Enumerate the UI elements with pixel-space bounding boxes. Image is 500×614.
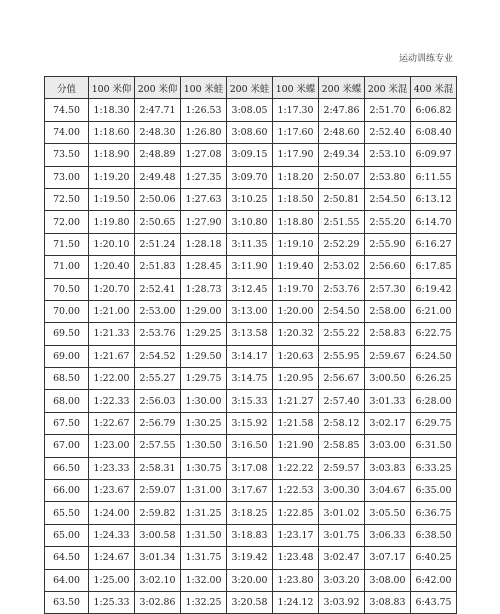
time-cell: 2:47.86: [319, 99, 365, 121]
time-cell: 1:25.33: [89, 591, 135, 613]
time-cell: 1:20.40: [89, 256, 135, 278]
time-cell: 2:50.65: [135, 211, 181, 233]
time-cell: 2:56.79: [135, 412, 181, 434]
time-cell: 3:02.86: [135, 591, 181, 613]
score-cell: 73.50: [45, 144, 89, 166]
time-cell: 1:18.50: [273, 188, 319, 210]
time-cell: 1:23.17: [273, 524, 319, 546]
time-cell: 3:02.47: [319, 547, 365, 569]
time-cell: 1:28.45: [181, 256, 227, 278]
time-cell: 6:11.55: [411, 166, 457, 188]
score-cell: 71.00: [45, 256, 89, 278]
time-cell: 2:50.06: [135, 188, 181, 210]
time-cell: 2:53.00: [135, 300, 181, 322]
time-cell: 1:28.73: [181, 278, 227, 300]
time-cell: 6:19.42: [411, 278, 457, 300]
time-cell: 3:03.00: [365, 435, 411, 457]
score-cell: 67.00: [45, 435, 89, 457]
time-cell: 1:30.25: [181, 412, 227, 434]
time-cell: 3:03.92: [319, 591, 365, 613]
time-cell: 3:13.00: [227, 300, 273, 322]
time-cell: 3:03.83: [365, 457, 411, 479]
time-cell: 3:08.00: [365, 569, 411, 591]
time-cell: 2:51.83: [135, 256, 181, 278]
time-cell: 2:54.50: [365, 188, 411, 210]
time-cell: 6:21.00: [411, 300, 457, 322]
time-cell: 2:48.30: [135, 121, 181, 143]
time-cell: 3:17.08: [227, 457, 273, 479]
time-cell: 3:17.67: [227, 480, 273, 502]
score-cell: 74.50: [45, 99, 89, 121]
time-cell: 3:00.30: [319, 480, 365, 502]
time-cell: 1:25.00: [89, 569, 135, 591]
time-cell: 2:50.81: [319, 188, 365, 210]
score-cell: 71.50: [45, 233, 89, 255]
time-cell: 3:14.75: [227, 368, 273, 390]
table-row: [45, 457, 457, 479]
time-cell: 1:17.90: [273, 144, 319, 166]
time-cell: 1:22.22: [273, 457, 319, 479]
time-cell: 1:21.67: [89, 345, 135, 367]
time-cell: 3:20.00: [227, 569, 273, 591]
time-cell: 1:22.67: [89, 412, 135, 434]
table-row: [45, 300, 457, 322]
score-cell: 70.50: [45, 278, 89, 300]
score-cell: 72.50: [45, 188, 89, 210]
time-cell: 1:19.20: [89, 166, 135, 188]
time-cell: 1:30.50: [181, 435, 227, 457]
time-cell: 2:58.00: [365, 300, 411, 322]
time-cell: 1:19.50: [89, 188, 135, 210]
time-cell: 1:22.00: [89, 368, 135, 390]
time-cell: 1:19.80: [89, 211, 135, 233]
table-row: [45, 166, 457, 188]
time-cell: 1:18.60: [89, 121, 135, 143]
time-cell: 3:02.10: [135, 569, 181, 591]
column-header: 100 米蛙: [181, 77, 227, 99]
time-cell: 6:22.75: [411, 323, 457, 345]
time-cell: 1:29.25: [181, 323, 227, 345]
table-row: [45, 502, 457, 524]
time-cell: 2:56.60: [365, 256, 411, 278]
time-cell: 1:21.90: [273, 435, 319, 457]
column-header: 200 米混: [365, 77, 411, 99]
score-cell: 68.50: [45, 368, 89, 390]
score-cell: 64.50: [45, 547, 89, 569]
time-cell: 1:31.25: [181, 502, 227, 524]
table-row: [45, 435, 457, 457]
column-header: 100 米仰: [89, 77, 135, 99]
time-cell: 3:01.34: [135, 547, 181, 569]
time-cell: 1:30.00: [181, 390, 227, 412]
time-cell: 6:13.12: [411, 188, 457, 210]
score-cell: 68.00: [45, 390, 89, 412]
time-cell: 1:31.00: [181, 480, 227, 502]
time-cell: 6:43.75: [411, 591, 457, 613]
time-cell: 1:17.30: [273, 99, 319, 121]
time-cell: 1:23.48: [273, 547, 319, 569]
time-cell: 1:22.33: [89, 390, 135, 412]
time-cell: 1:19.10: [273, 233, 319, 255]
column-header: 100 米蝶: [273, 77, 319, 99]
time-cell: 3:09.70: [227, 166, 273, 188]
time-cell: 1:24.12: [273, 591, 319, 613]
time-cell: 2:59.07: [135, 480, 181, 502]
table-row: [45, 480, 457, 502]
time-cell: 2:49.34: [319, 144, 365, 166]
time-cell: 1:23.80: [273, 569, 319, 591]
time-cell: 1:32.25: [181, 591, 227, 613]
time-cell: 1:22.85: [273, 502, 319, 524]
time-cell: 6:31.50: [411, 435, 457, 457]
document-header-note: 运动训练专业: [398, 54, 453, 64]
time-cell: 1:27.08: [181, 144, 227, 166]
time-cell: 1:20.10: [89, 233, 135, 255]
time-cell: 3:01.02: [319, 502, 365, 524]
time-cell: 2:52.41: [135, 278, 181, 300]
time-cell: 1:19.40: [273, 256, 319, 278]
score-cell: 69.50: [45, 323, 89, 345]
time-cell: 1:20.32: [273, 323, 319, 345]
time-cell: 2:55.22: [319, 323, 365, 345]
time-cell: 2:51.55: [319, 211, 365, 233]
table-row: [45, 211, 457, 233]
time-cell: 6:16.27: [411, 233, 457, 255]
time-cell: 3:10.25: [227, 188, 273, 210]
time-cell: 2:58.85: [319, 435, 365, 457]
time-cell: 3:11.35: [227, 233, 273, 255]
time-cell: 2:50.07: [319, 166, 365, 188]
time-cell: 1:29.75: [181, 368, 227, 390]
time-cell: 1:22.53: [273, 480, 319, 502]
time-cell: 3:05.50: [365, 502, 411, 524]
time-cell: 3:15.92: [227, 412, 273, 434]
time-cell: 1:24.67: [89, 547, 135, 569]
table-row: [45, 233, 457, 255]
time-cell: 6:28.00: [411, 390, 457, 412]
column-header: 200 米蝶: [319, 77, 365, 99]
score-cell: 73.00: [45, 166, 89, 188]
time-cell: 1:18.20: [273, 166, 319, 188]
time-cell: 6:26.25: [411, 368, 457, 390]
time-cell: 6:09.97: [411, 144, 457, 166]
time-cell: 2:57.55: [135, 435, 181, 457]
time-cell: 3:20.58: [227, 591, 273, 613]
time-cell: 6:40.25: [411, 547, 457, 569]
time-cell: 1:21.00: [89, 300, 135, 322]
column-header: 分值: [45, 77, 89, 99]
time-cell: 3:18.25: [227, 502, 273, 524]
scoring-table: [44, 76, 457, 614]
table-row: [45, 121, 457, 143]
time-cell: 1:27.63: [181, 188, 227, 210]
time-cell: 3:16.50: [227, 435, 273, 457]
time-cell: 6:33.25: [411, 457, 457, 479]
time-cell: 2:57.30: [365, 278, 411, 300]
table-row: [45, 524, 457, 546]
table-row: [45, 345, 457, 367]
score-cell: 66.00: [45, 480, 89, 502]
time-cell: 3:07.17: [365, 547, 411, 569]
time-cell: 1:18.30: [89, 99, 135, 121]
score-cell: 70.00: [45, 300, 89, 322]
table-row: [45, 368, 457, 390]
time-cell: 2:53.76: [319, 278, 365, 300]
time-cell: 2:52.40: [365, 121, 411, 143]
time-cell: 2:54.50: [319, 300, 365, 322]
time-cell: 2:53.80: [365, 166, 411, 188]
time-cell: 2:58.83: [365, 323, 411, 345]
score-cell: 65.00: [45, 524, 89, 546]
score-cell: 64.00: [45, 569, 89, 591]
time-cell: 2:47.71: [135, 99, 181, 121]
table-row: [45, 591, 457, 613]
time-cell: 1:17.60: [273, 121, 319, 143]
time-cell: 1:24.00: [89, 502, 135, 524]
time-cell: 6:35.00: [411, 480, 457, 502]
table-row: [45, 144, 457, 166]
time-cell: 2:53.10: [365, 144, 411, 166]
time-cell: 3:00.50: [365, 368, 411, 390]
time-cell: 6:42.00: [411, 569, 457, 591]
time-cell: 2:48.89: [135, 144, 181, 166]
time-cell: 3:03.20: [319, 569, 365, 591]
column-header: 200 米蛙: [227, 77, 273, 99]
table-row: [45, 99, 457, 121]
time-cell: 1:21.27: [273, 390, 319, 412]
time-cell: 2:51.70: [365, 99, 411, 121]
time-cell: 1:32.00: [181, 569, 227, 591]
time-cell: 2:59.57: [319, 457, 365, 479]
time-cell: 2:58.12: [319, 412, 365, 434]
time-cell: 3:01.33: [365, 390, 411, 412]
time-cell: 1:30.75: [181, 457, 227, 479]
time-cell: 2:48.60: [319, 121, 365, 143]
time-cell: 3:18.83: [227, 524, 273, 546]
time-cell: 3:00.58: [135, 524, 181, 546]
table-row: [45, 188, 457, 210]
time-cell: 2:58.31: [135, 457, 181, 479]
time-cell: 1:31.50: [181, 524, 227, 546]
time-cell: 3:09.15: [227, 144, 273, 166]
time-cell: 2:59.67: [365, 345, 411, 367]
time-cell: 3:06.33: [365, 524, 411, 546]
table-row: [45, 256, 457, 278]
time-cell: 3:12.45: [227, 278, 273, 300]
time-cell: 6:14.70: [411, 211, 457, 233]
score-cell: 67.50: [45, 412, 89, 434]
time-cell: 6:08.40: [411, 121, 457, 143]
time-cell: 1:29.50: [181, 345, 227, 367]
time-cell: 3:11.90: [227, 256, 273, 278]
time-cell: 3:19.42: [227, 547, 273, 569]
score-cell: 63.50: [45, 591, 89, 613]
time-cell: 6:24.50: [411, 345, 457, 367]
time-cell: 1:20.70: [89, 278, 135, 300]
table-header-row: [45, 77, 457, 99]
score-cell: 74.00: [45, 121, 89, 143]
time-cell: 3:15.33: [227, 390, 273, 412]
time-cell: 3:08.83: [365, 591, 411, 613]
time-cell: 3:01.75: [319, 524, 365, 546]
time-cell: 3:08.05: [227, 99, 273, 121]
score-cell: 69.00: [45, 345, 89, 367]
time-cell: 1:29.00: [181, 300, 227, 322]
time-cell: 2:55.20: [365, 211, 411, 233]
time-cell: 3:02.17: [365, 412, 411, 434]
time-cell: 2:55.95: [319, 345, 365, 367]
table-row: [45, 547, 457, 569]
time-cell: 3:13.58: [227, 323, 273, 345]
time-cell: 6:17.85: [411, 256, 457, 278]
time-cell: 3:10.80: [227, 211, 273, 233]
table-row: [45, 278, 457, 300]
table-row: [45, 390, 457, 412]
time-cell: 3:14.17: [227, 345, 273, 367]
time-cell: 2:56.67: [319, 368, 365, 390]
table-row: [45, 323, 457, 345]
time-cell: 2:55.27: [135, 368, 181, 390]
time-cell: 1:20.95: [273, 368, 319, 390]
time-cell: 1:21.33: [89, 323, 135, 345]
time-cell: 2:55.90: [365, 233, 411, 255]
time-cell: 1:31.75: [181, 547, 227, 569]
time-cell: 1:20.63: [273, 345, 319, 367]
time-cell: 2:52.29: [319, 233, 365, 255]
time-cell: 2:57.40: [319, 390, 365, 412]
table-row: [45, 412, 457, 434]
table-row: [45, 569, 457, 591]
score-cell: 66.50: [45, 457, 89, 479]
time-cell: 6:36.75: [411, 502, 457, 524]
time-cell: 1:23.00: [89, 435, 135, 457]
column-header: 400 米混: [411, 77, 457, 99]
time-cell: 1:26.80: [181, 121, 227, 143]
time-cell: 3:08.60: [227, 121, 273, 143]
time-cell: 1:18.90: [89, 144, 135, 166]
time-cell: 1:23.33: [89, 457, 135, 479]
time-cell: 2:56.03: [135, 390, 181, 412]
time-cell: 2:53.76: [135, 323, 181, 345]
time-cell: 1:21.58: [273, 412, 319, 434]
time-cell: 6:38.50: [411, 524, 457, 546]
time-cell: 2:49.48: [135, 166, 181, 188]
time-cell: 1:18.80: [273, 211, 319, 233]
time-cell: 6:06.82: [411, 99, 457, 121]
time-cell: 2:54.52: [135, 345, 181, 367]
score-cell: 72.00: [45, 211, 89, 233]
time-cell: 1:24.33: [89, 524, 135, 546]
score-cell: 65.50: [45, 502, 89, 524]
time-cell: 2:53.02: [319, 256, 365, 278]
time-cell: 2:59.82: [135, 502, 181, 524]
time-cell: 1:27.90: [181, 211, 227, 233]
time-cell: 3:04.67: [365, 480, 411, 502]
time-cell: 1:23.67: [89, 480, 135, 502]
time-cell: 1:19.70: [273, 278, 319, 300]
time-cell: 2:51.24: [135, 233, 181, 255]
time-cell: 1:26.53: [181, 99, 227, 121]
time-cell: 1:27.35: [181, 166, 227, 188]
column-header: 200 米仰: [135, 77, 181, 99]
time-cell: 1:28.18: [181, 233, 227, 255]
time-cell: 1:20.00: [273, 300, 319, 322]
time-cell: 6:29.75: [411, 412, 457, 434]
